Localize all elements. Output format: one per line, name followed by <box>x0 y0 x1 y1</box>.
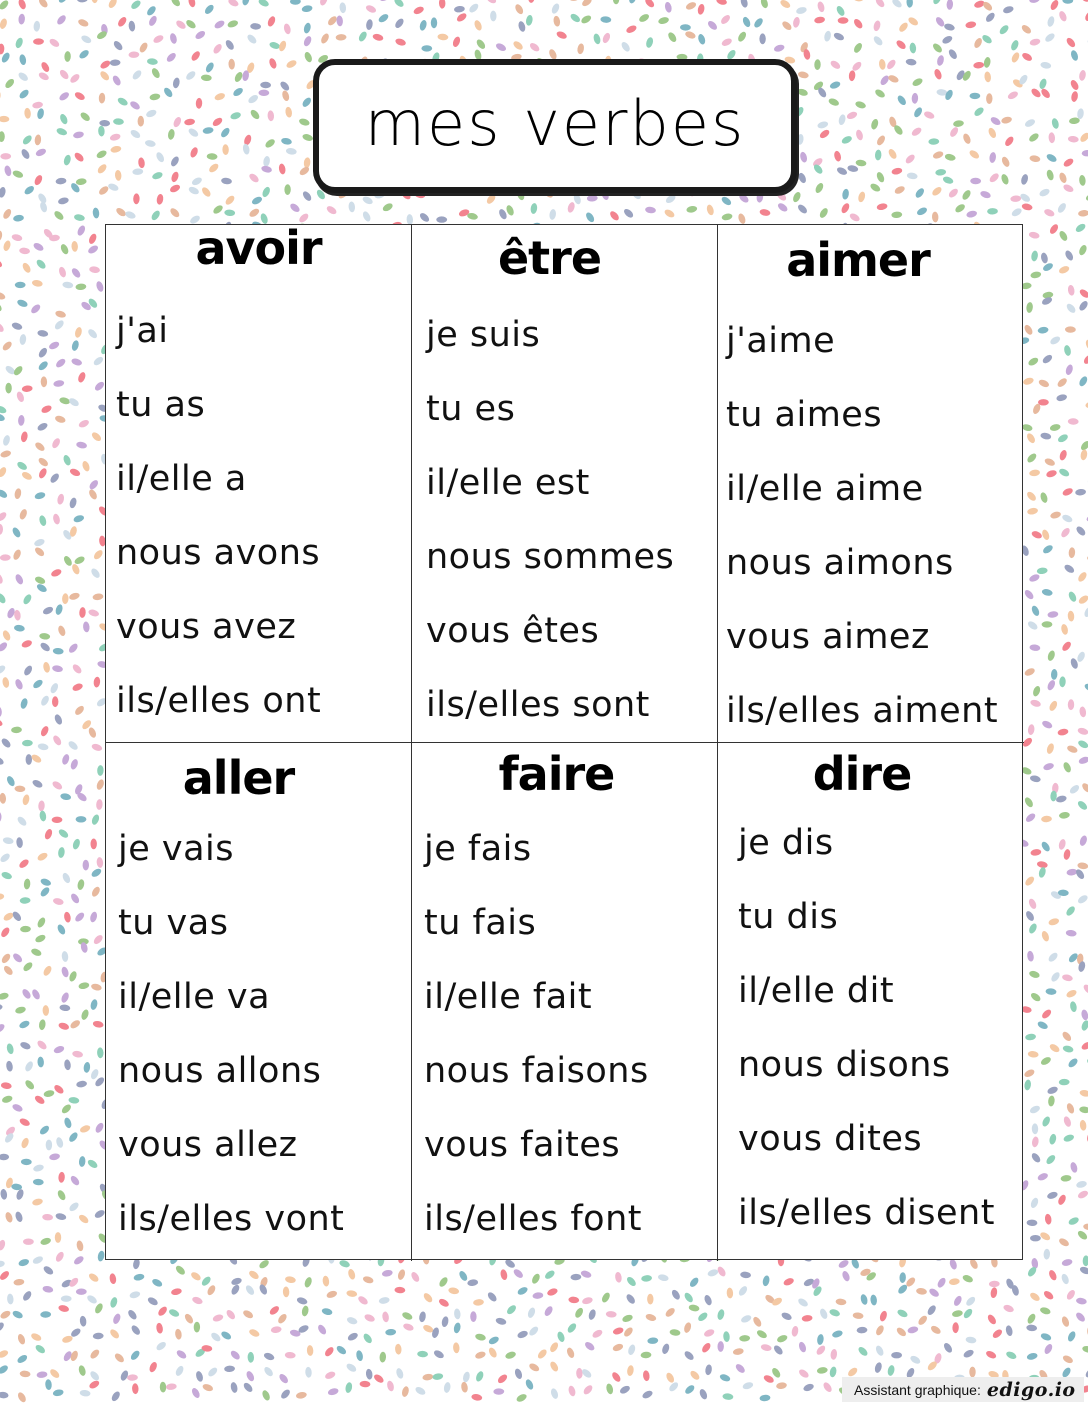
conjugation: je fais <box>424 829 532 869</box>
conjugation: il/elle va <box>118 977 271 1017</box>
conjugation: il/elle aime <box>726 469 924 509</box>
conjugation: tu dis <box>738 897 839 937</box>
conjugation: je dis <box>738 823 834 863</box>
verb-heading: aller <box>182 751 295 805</box>
conjugation: vous aimez <box>726 617 930 657</box>
verb-heading: être <box>497 231 602 285</box>
verb-cell-avoir <box>106 221 412 743</box>
conjugation: il/elle a <box>116 459 247 499</box>
conjugation: j'aime <box>726 321 836 361</box>
conjugation: nous disons <box>738 1045 951 1085</box>
verb-cell-faire <box>412 743 718 1261</box>
conjugation: nous sommes <box>426 537 675 577</box>
conjugation: nous aimons <box>726 543 954 583</box>
verb-heading: aimer <box>786 233 930 287</box>
conjugation: il/elle dit <box>738 971 895 1011</box>
verb-cell-etre <box>412 225 718 743</box>
conjugation: ils/elles disent <box>738 1193 995 1233</box>
conjugation: ils/elles ont <box>116 681 322 721</box>
conjugation: j'ai <box>116 311 169 351</box>
credit-badge <box>842 1377 1084 1402</box>
verb-table <box>105 221 1023 1260</box>
conjugation: vous avez <box>116 607 297 647</box>
verb-heading: avoir <box>195 221 322 275</box>
verb-heading: dire <box>812 747 912 801</box>
conjugation: vous êtes <box>426 611 600 651</box>
conjugation: ils/elles font <box>424 1199 642 1239</box>
conjugation: vous allez <box>118 1125 298 1165</box>
conjugation: tu as <box>116 385 206 425</box>
brand-logo[interactable]: edigo.io <box>986 1378 1076 1401</box>
title-box <box>313 59 797 193</box>
conjugation: je vais <box>118 829 235 869</box>
verb-heading: faire <box>498 747 615 801</box>
conjugation: nous faisons <box>424 1051 649 1091</box>
conjugation: ils/elles vont <box>118 1199 345 1239</box>
verb-cell-aller <box>106 743 412 1261</box>
conjugation: il/elle fait <box>424 977 593 1017</box>
conjugation: nous allons <box>118 1051 322 1091</box>
conjugation: nous avons <box>116 533 321 573</box>
credit-label: Assistant graphique: <box>854 1381 981 1398</box>
verb-cell-dire <box>718 743 1024 1261</box>
verb-cell-aimer <box>718 225 1024 743</box>
conjugation: vous dites <box>738 1119 923 1159</box>
conjugation: vous faites <box>424 1125 621 1165</box>
conjugation: il/elle est <box>426 463 590 503</box>
conjugation: tu vas <box>118 903 229 943</box>
conjugation: je suis <box>426 315 541 355</box>
conjugation: tu es <box>426 389 516 429</box>
conjugation: ils/elles aiment <box>726 691 999 731</box>
page-title: mes verbes <box>364 86 746 160</box>
conjugation: ils/elles sont <box>426 685 650 725</box>
conjugation: tu aimes <box>726 395 883 435</box>
conjugation: tu fais <box>424 903 537 943</box>
